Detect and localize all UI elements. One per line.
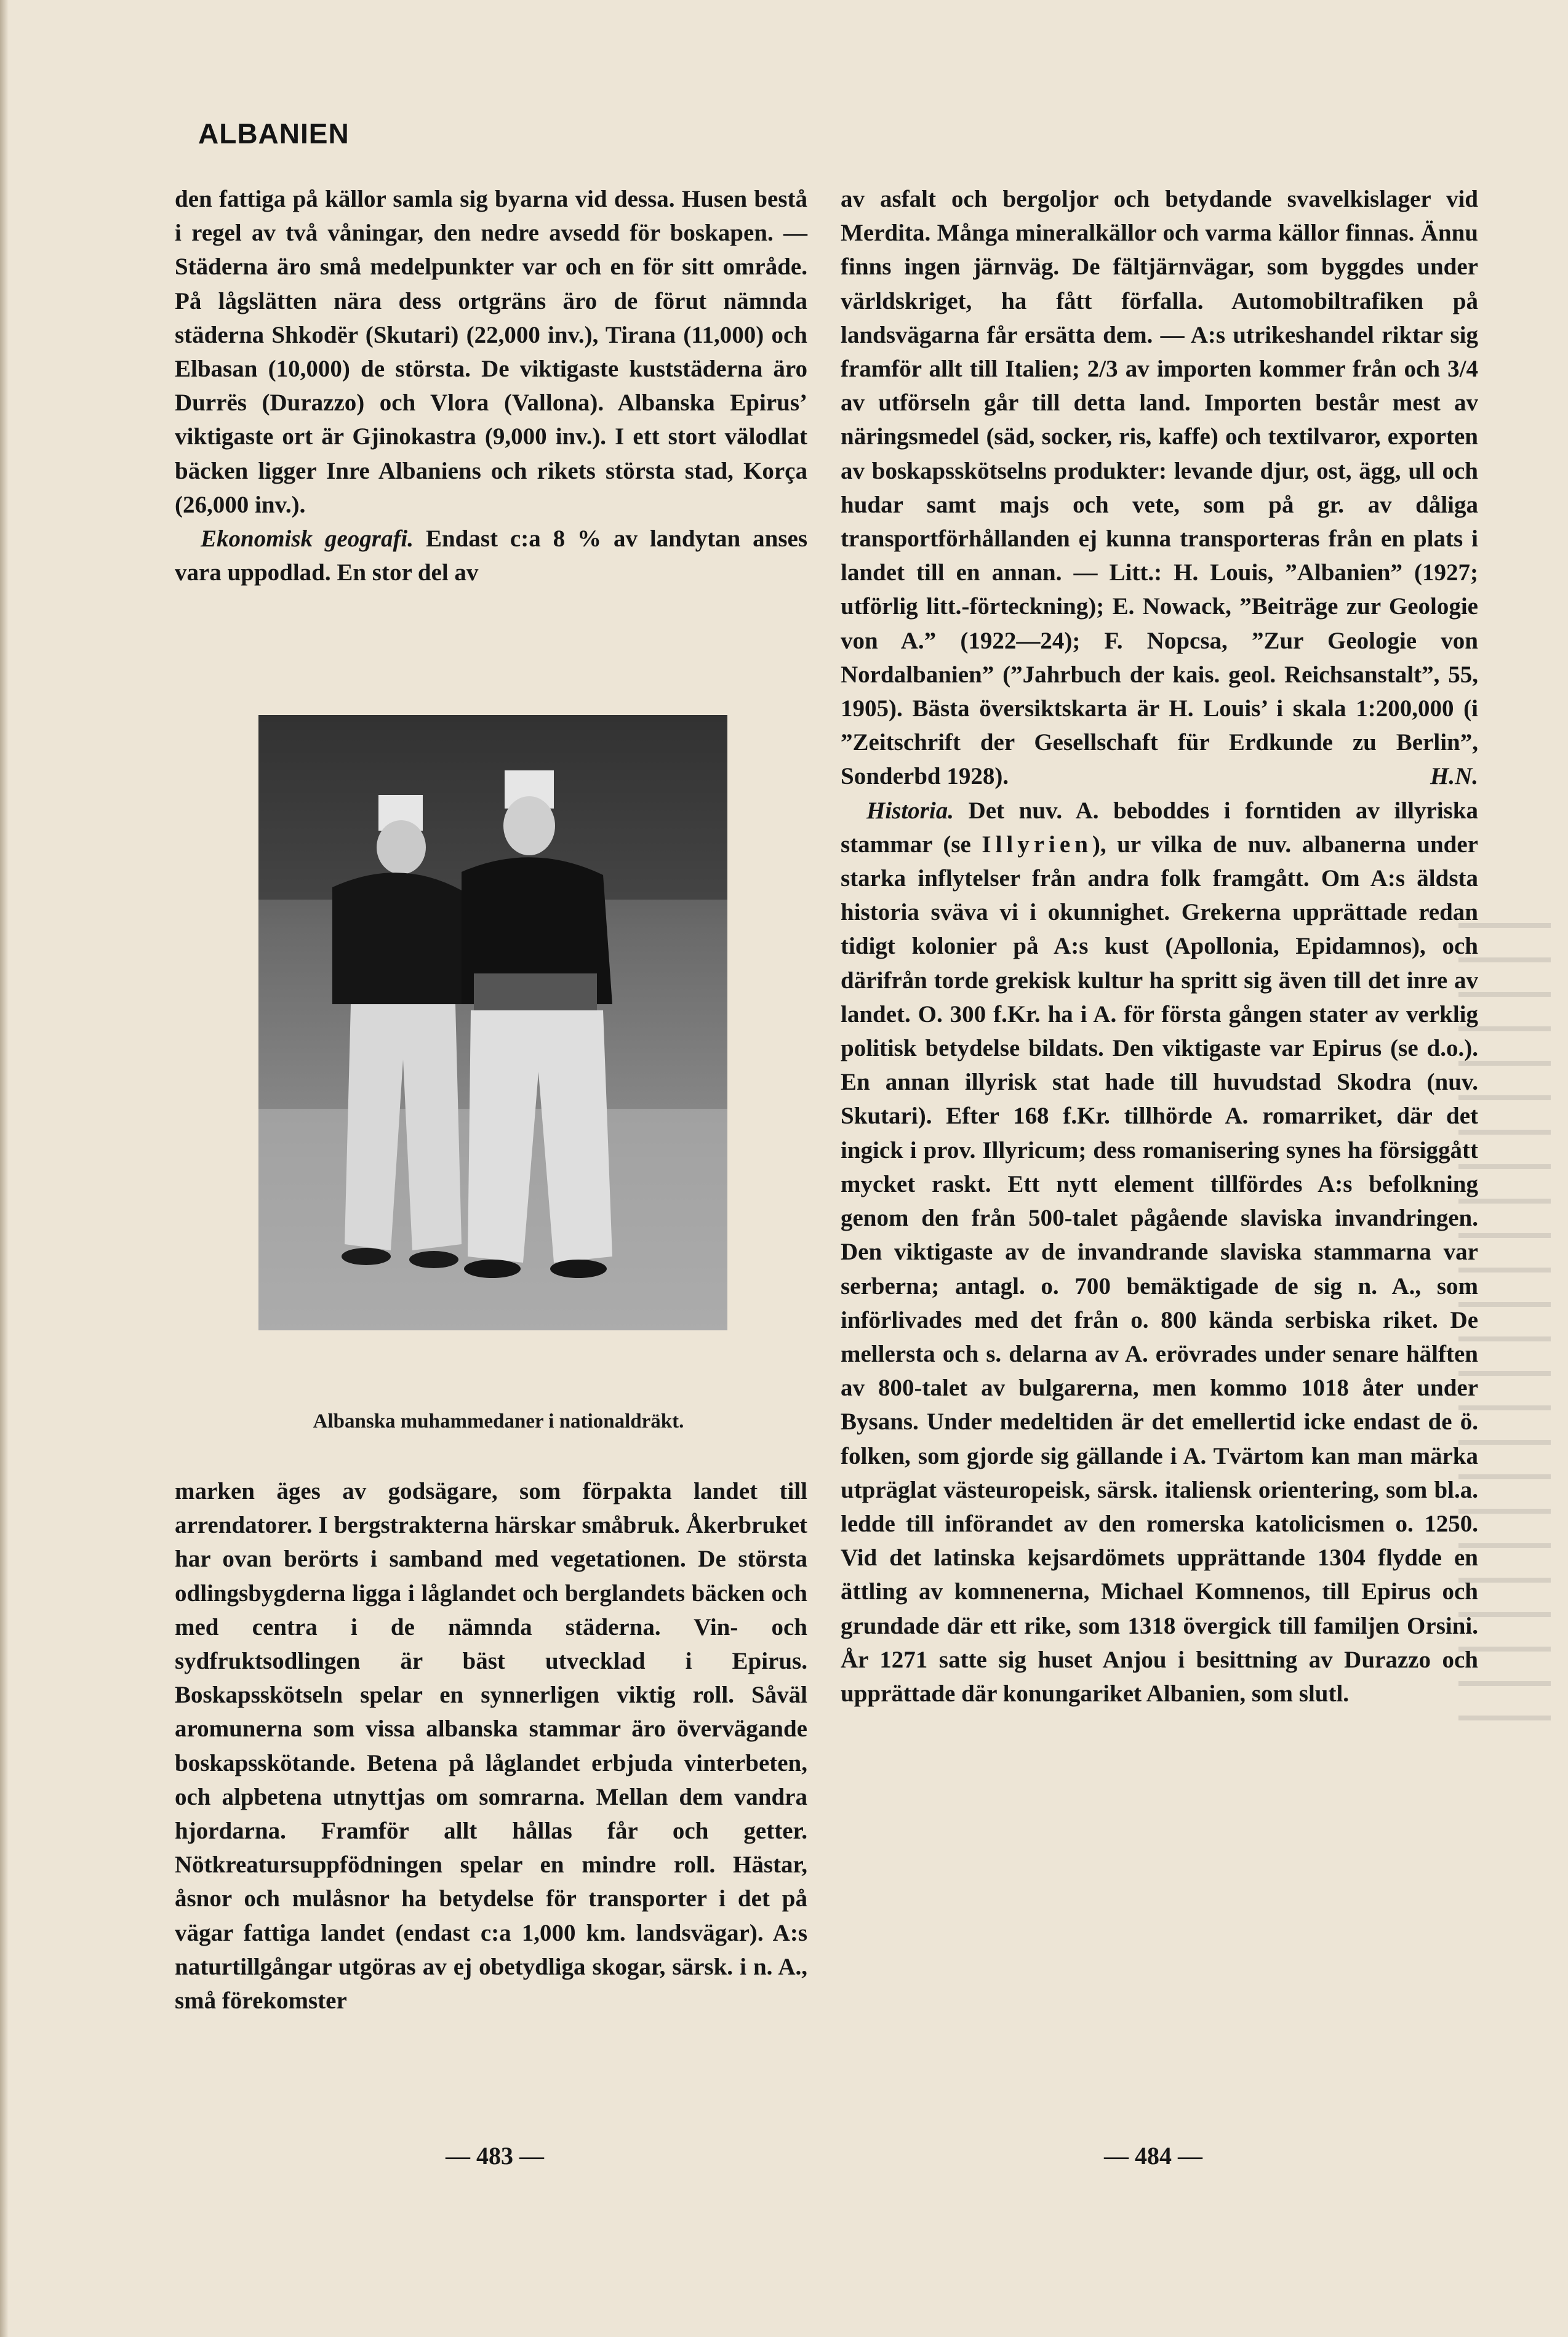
heading-ekonomisk-geografi: Ekonomisk geografi. xyxy=(201,525,414,553)
text-ekonomisk-intro: Endast c:a 8 % av landytan anses vara uppodlad. En stor del av xyxy=(175,525,808,586)
photo-caption: Albanska muhammedaner i nationaldräkt. xyxy=(313,1410,684,1432)
page-number-left: — 483 — xyxy=(446,2142,544,2170)
cross-reference-illyrien[interactable]: Illyrien xyxy=(982,831,1092,858)
text-resources-trade: av asfalt och bergoljor och betydande svavelkislager vid Merdita. Många mineralkällor och varma källor finnas. Ännu finns ingen järnväg. De fältjärnvägar, som byggdes under världskriget, ha fått förfalla. Automobiltrafiken på landsvägarna får ersätta dem. — A:s utrikeshandel riktar sig framför allt till Italien; 2/3 av importen kommer från och 3/4 av utförseln går till detta land. Importen består mest av näringsmedel (säd, socker, ris, kaffe) och textilvaror, exporten av boskapsskötselns produkter: levande djur, ost, ägg, ull och hudar samt majs och vete, som på gr. av dåliga transportförhållanden ej kunna transporteras från en plats i landet till en annan. — Litt.: H. Louis, ”Albanien” (1927; utförlig litt.-förteckning); E. Nowack, ”Beiträge zur Geologie von A.” (1922—24); F. Nopcsa, ”Zur Geologie von Nordalbanien” (”Jahrbuch der kais. geol. Reichsanstalt”, 55, 1905). Bästa översiktskarta är H. Louis’ i skala 1:200,000 (i ”Zeitschrift der Gesellschaft für Erdkunde zu Berlin”, Sonderbd 1928). xyxy=(841,186,1478,790)
photo-image xyxy=(258,715,727,1330)
paragraph-cities: den fattiga på källor samla sig byarna vid dessa. Husen bestå i regel av två våningar, den nedre avsedd för boskapen. — Städerna äro små medelpunkter var och en för sitt område. På lågslätten nära dess ortgräns äro de förut nämnda städerna Shkodër (Skutari) (22,000 inv.), Tirana (11,000) och Elbasan (10,000) de största. De viktigaste kuststäderna äro Durrës (Durazzo) och Vlora (Vallona). Albanska Epirus’ viktigaste ort är Gjinokastra (9,000 inv.). I ett stort välodlat bäcken ligger Inre Albaniens och rikets största stad, Korça (26,000 inv.). xyxy=(175,186,807,518)
paragraph-resources-trade xyxy=(841,182,1478,794)
photo-albanian-men xyxy=(258,715,727,1330)
left-column-lower xyxy=(175,1474,807,2018)
paragraph-historia xyxy=(841,794,1478,1711)
text-historia-pre: Det nuv. A. beboddes i forntiden av illyriska stammar (se xyxy=(841,797,1478,858)
author-signature: H.N. xyxy=(1430,763,1478,790)
paragraph-agriculture: marken äges av godsägare, som förpakta landet till arrendatorer. I bergstrakterna härskar småbruk. Åkerbruket har ovan berörts i samband med vegetationen. De största odlingsbygderna ligga i låglandet och berglandets bäcken och med centra i de nämnda städerna. Vin- och sydfruktsodlingen är bäst utvecklad i Epirus. Boskapsskötseln spelar en synnerligen viktig roll. Såväl aromunerna som vissa albanska stammar äro övervägande boskapsskötande. Betena på låglandet erbjuda vinterbeten, och alpbetena utnyttjas om somrarna. Mellan dem vandra hjordarna. Framför allt hållas får och getter. Nötkreatursuppfödningen spelar en mindre roll. Hästar, åsnor och mulåsnor ha betydelse för transporter i det på vägar fattiga landet (endast c:a 1,000 km. landsvägar). A:s naturtillgångar utgöras av ej obetydliga skogar, särsk. i n. A., små förekomster xyxy=(175,1478,807,2015)
left-column-upper xyxy=(175,182,807,589)
running-header: ALBANIEN xyxy=(198,118,350,150)
page-edge-shadow xyxy=(0,0,9,2337)
page-number-right: — 484 — xyxy=(1104,2142,1202,2170)
right-column xyxy=(841,182,1478,1711)
paragraph-ekonomisk xyxy=(175,522,807,589)
heading-historia: Historia. xyxy=(866,797,954,824)
text-historia-post: ), ur vilka de nuv. albanerna under starka inflytelser från andra folk framgått. Om A:s äldsta historia sväva vi i okunnighet. Grekerna upprättade redan tidigt kolonier på A:s kust (Apollonia, Epidamnos), och därifrån torde grekisk kultur ha spritt sig även till det inre av landet. O. 300 f.Kr. ha i A. för första gången stater av verklig politisk betydelse bildats. Den viktigaste var Epirus (se d.o.). En annan illyrisk stat hade till huvudstad Skodra (nuv. Skutari). Efter 168 f.Kr. tillhörde A. romarriket, där det ingick i prov. Illyricum; dess romanisering synes ha försiggått mycket raskt. Ett nytt element tillfördes A:s befolkning genom den från 500-talet pågående slaviska invandringen. Den viktigaste av de invandrande slaviska stammarna var serberna; antagl. o. 700 bemäktigade de sig n. A., som införlivades med det från o. 800 kända serbiska riket. De mellersta och s. delarna av A. erövrades under senare hälften av 800-talet av bulgarerna, men kommo 1018 åter under Bysans. Under medeltiden är det emellertid icke endast de ö. folken, som gjorde sig gällande i A. Tvärtom kan man märka utpräglat västeuropeisk, särsk. italiensk orientering, som bl.a. ledde till införandet av den romerska katolicismen o. 1250. Vid det latinska kejsardömets upprättande 1304 flydde en ättling av komnenerna, Michael Komnenos, till Epirus och grundade där ett rike, som 1318 övergick till familjen Orsini. År 1271 satte sig huset Anjou i besittning av Durazzo och upprättade där konungariket Albanien, som slutl. xyxy=(841,831,1478,1707)
